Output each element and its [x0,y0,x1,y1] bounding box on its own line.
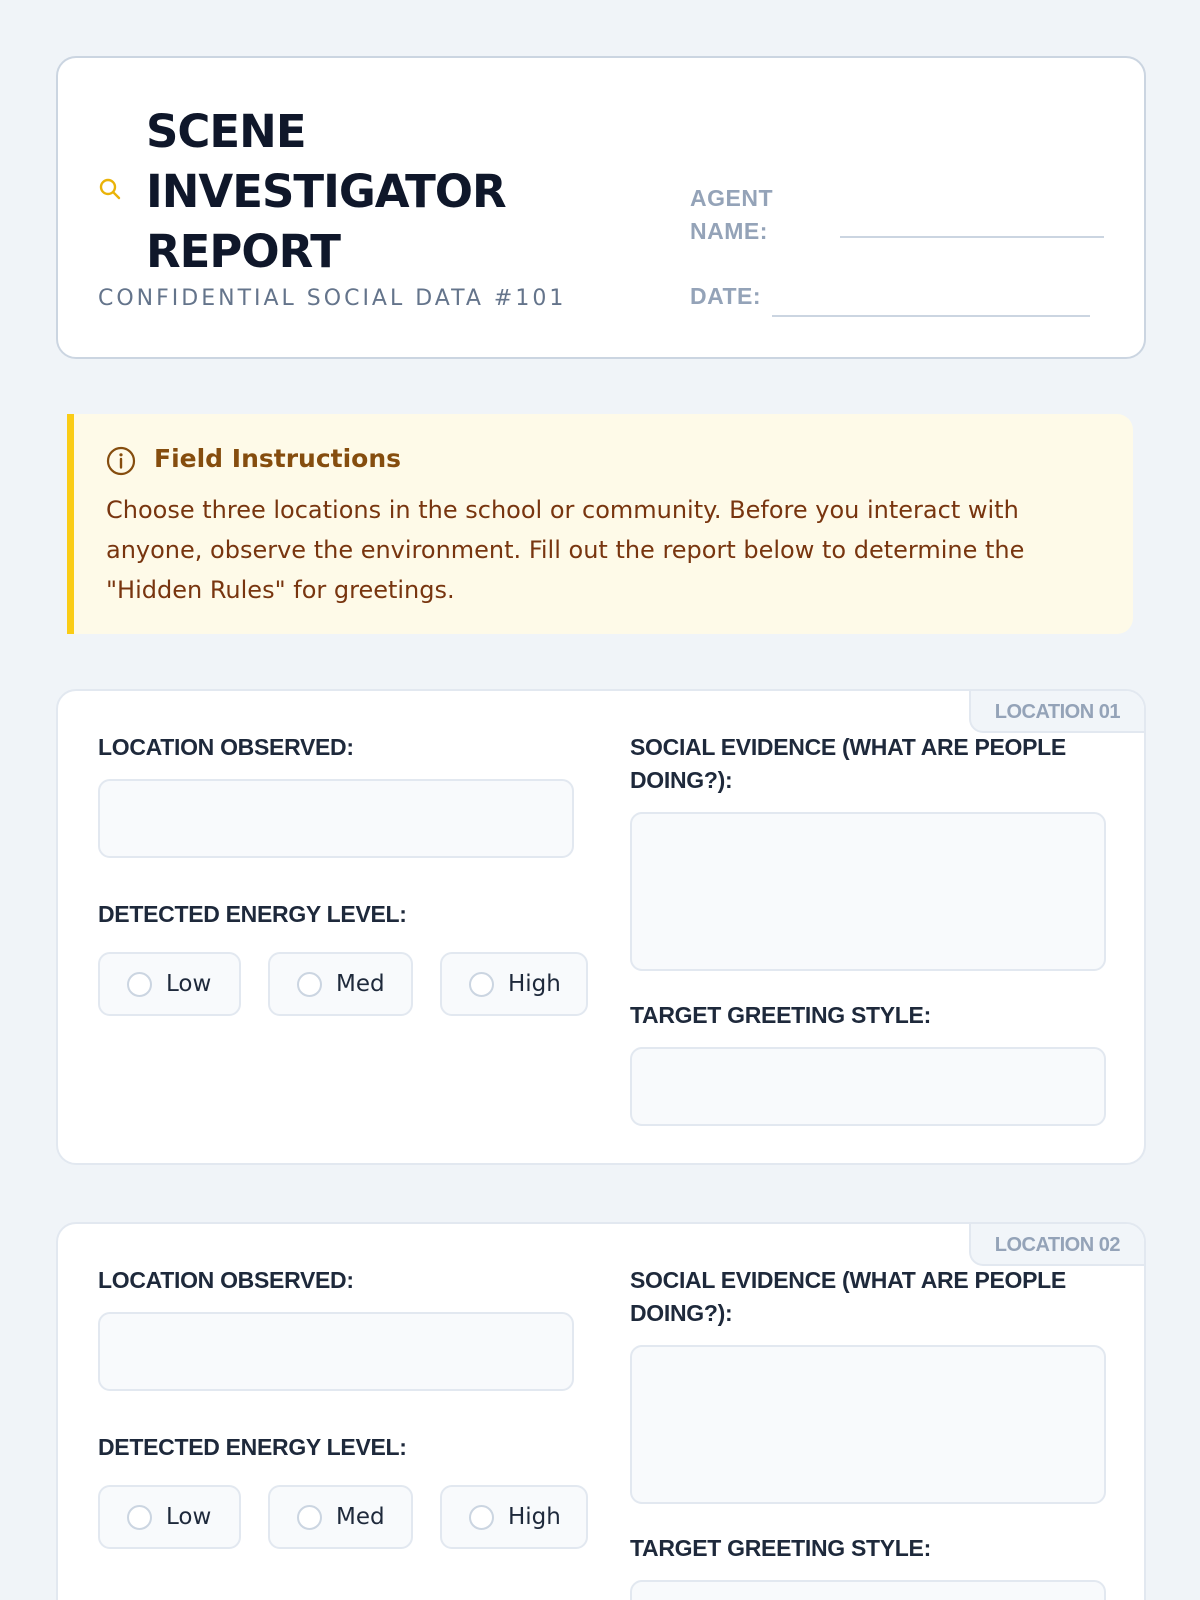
report-subtitle: CONFIDENTIAL SOCIAL DATA #101 [98,286,567,311]
energy-option-label: Low [166,971,212,997]
social-evidence-label: SOCIAL EVIDENCE (WHAT ARE PEOPLE DOING?): [630,734,1066,793]
date-line[interactable] [772,315,1090,317]
instructions-body: Choose three locations in the school or community. Before you interact with anyone, observe the environment. Fill out the report below to determine the "Hidden Rules" for greetings. [106,496,1025,604]
agent-name-line[interactable] [840,236,1104,238]
social-evidence-label: SOCIAL EVIDENCE (WHAT ARE PEOPLE DOING?): [630,1267,1066,1326]
energy-option-med[interactable] [268,952,413,1016]
info-icon [106,446,136,476]
greeting-style-input[interactable] [630,1580,1106,1600]
greeting-style-label: TARGET GREETING STYLE: [630,1002,931,1028]
location-tag: LOCATION 02 [969,1224,1144,1266]
energy-option-label: Med [336,1504,385,1530]
location-tag: LOCATION 01 [969,691,1144,733]
location-card-01 [56,689,1146,1165]
report-header [56,56,1146,359]
radio-circle-icon[interactable] [297,1505,322,1530]
energy-level-label: DETECTED ENERGY LEVEL: [98,901,407,927]
energy-option-label: High [508,971,561,997]
energy-option-low[interactable] [98,952,241,1016]
energy-option-med[interactable] [268,1485,413,1549]
social-evidence-input[interactable] [630,1345,1106,1504]
location-observed-label: LOCATION OBSERVED: [98,1267,354,1293]
greeting-style-input[interactable] [630,1047,1106,1126]
energy-option-label: Med [336,971,385,997]
search-icon [98,177,122,201]
location-observed-input[interactable] [98,1312,574,1391]
location-card-02 [56,1222,1146,1600]
agent-name-label: AGENT NAME: [690,185,773,244]
energy-option-high[interactable] [440,952,588,1016]
date-label: DATE: [690,283,762,309]
field-instructions [67,414,1133,634]
energy-option-label: High [508,1504,561,1530]
radio-circle-icon[interactable] [297,972,322,997]
location-observed-input[interactable] [98,779,574,858]
radio-circle-icon[interactable] [469,972,494,997]
energy-option-label: Low [166,1504,212,1530]
radio-circle-icon[interactable] [127,1505,152,1530]
energy-option-low[interactable] [98,1485,241,1549]
radio-circle-icon[interactable] [469,1505,494,1530]
greeting-style-label: TARGET GREETING STYLE: [630,1535,931,1561]
social-evidence-input[interactable] [630,812,1106,971]
instructions-title: Field Instructions [154,444,402,473]
report-title: SCENE INVESTIGATOR REPORT [146,105,506,278]
location-observed-label: LOCATION OBSERVED: [98,734,354,760]
radio-circle-icon[interactable] [127,972,152,997]
energy-option-high[interactable] [440,1485,588,1549]
energy-level-label: DETECTED ENERGY LEVEL: [98,1434,407,1460]
